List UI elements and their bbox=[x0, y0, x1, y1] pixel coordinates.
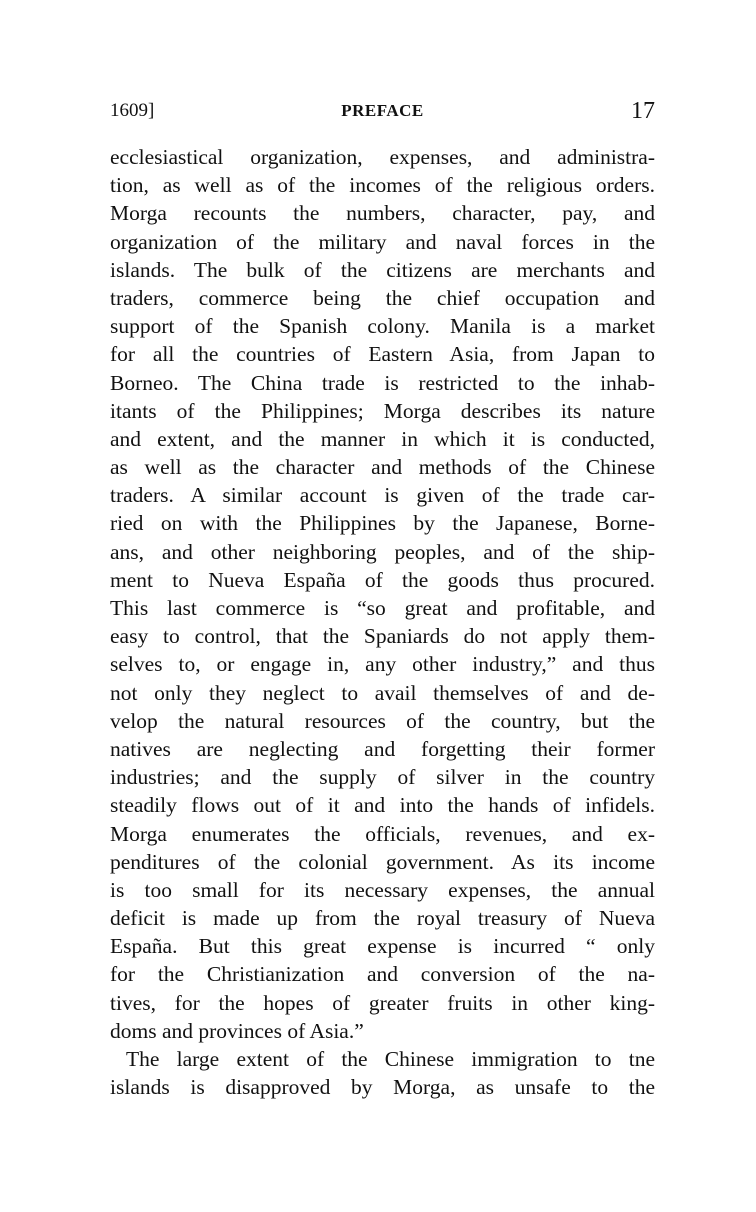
text-line: doms and provinces of Asia.” bbox=[110, 1018, 364, 1043]
text-line: tives, for the hopes of greater fruits in other king- bbox=[110, 990, 655, 1015]
text-line: deficit is made up from the royal treasury of Nueva bbox=[110, 906, 655, 931]
text-line: as well as the character and methods of the Chinese bbox=[110, 455, 655, 480]
text-line: industries; and the supply of silver in the country bbox=[110, 765, 655, 790]
text-line: penditures of the colonial government. As its income bbox=[110, 849, 655, 874]
text-line: for all the countries of Eastern Asia, from Japan to bbox=[110, 342, 655, 367]
text-line: Borneo. The China trade is restricted to the inhab- bbox=[110, 370, 655, 395]
text-line: ried on with the Philippines by the Japanese, Borne- bbox=[110, 511, 655, 536]
text-line: velop the natural resources of the country, but the bbox=[110, 708, 655, 733]
text-line: and extent, and the manner in which it is conducted, bbox=[110, 426, 655, 451]
text-line: not only they neglect to avail themselves of and de- bbox=[110, 680, 655, 705]
text-line: ment to Nueva España of the goods thus procured. bbox=[110, 567, 655, 592]
text-line: This last commerce is “so great and profitable, and bbox=[110, 596, 655, 620]
paragraph-2 bbox=[110, 1045, 655, 1101]
text-line: islands. The bulk of the citizens are merchants and bbox=[110, 257, 655, 282]
text-line: ans, and other neighboring peoples, and of the ship- bbox=[110, 539, 655, 564]
text-line: natives are neglecting and forgetting their former bbox=[110, 736, 655, 761]
text-line: traders. A similar account is given of the trade car- bbox=[110, 483, 655, 508]
text-line: islands is disapproved by Morga, as unsafe to the bbox=[110, 1075, 655, 1100]
text-line: organization of the military and naval forces in the bbox=[110, 229, 655, 254]
text-line: ecclesiastical organization, expenses, and administra- bbox=[110, 145, 655, 169]
text-line: Morga recounts the numbers, character, pay, and bbox=[110, 201, 655, 226]
text-line: The large extent of the Chinese immigration to tne bbox=[126, 1047, 655, 1071]
text-line: España. But this great expense is incurred “ only bbox=[110, 934, 655, 959]
body-text bbox=[110, 143, 655, 1101]
header-title: PREFACE bbox=[341, 101, 424, 120]
text-line: support of the Spanish colony. Manila is a market bbox=[110, 314, 655, 339]
text-line: for the Christianization and conversion of the na- bbox=[110, 962, 655, 987]
text-line: Morga enumerates the officials, revenues, and ex- bbox=[110, 821, 655, 846]
paragraph-1 bbox=[110, 143, 655, 1045]
page-number: 17 bbox=[631, 98, 655, 124]
text-line: steadily flows out of it and into the hands of infidels. bbox=[110, 793, 655, 818]
header-year: 1609] bbox=[110, 100, 155, 121]
text-line: tion, as well as of the incomes of the religious orders. bbox=[110, 173, 655, 198]
text-line: easy to control, that the Spaniards do not apply them- bbox=[110, 624, 655, 649]
text-line: itants of the Philippines; Morga describes its nature bbox=[110, 398, 655, 423]
text-line: is too small for its necessary expenses, the annual bbox=[110, 877, 655, 902]
running-header bbox=[110, 96, 655, 126]
text-line: traders, commerce being the chief occupation and bbox=[110, 285, 655, 310]
text-line: selves to, or engage in, any other industry,” and thus bbox=[110, 652, 655, 677]
